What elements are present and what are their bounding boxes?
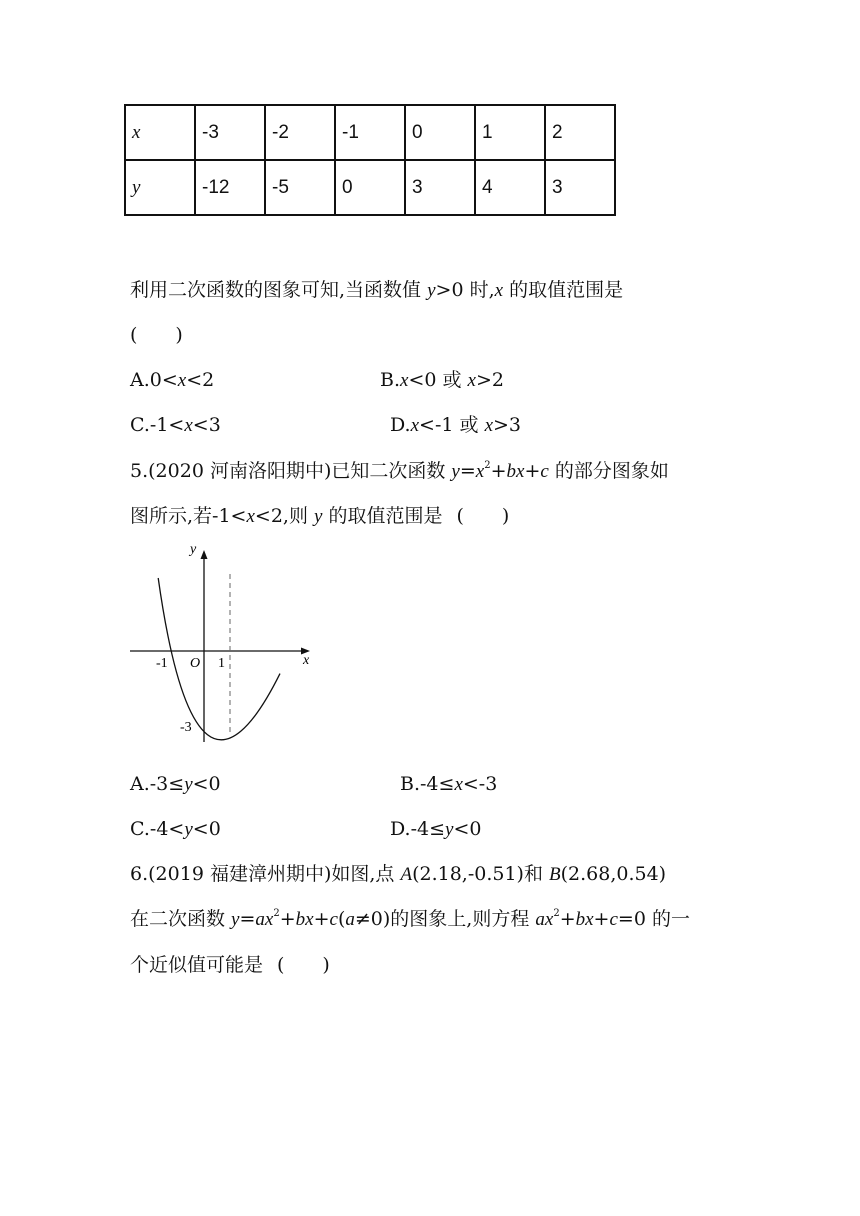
q5-option-c[interactable]: C.-4<y<0 — [130, 818, 221, 840]
question-source: (2020 河南洛阳期中) — [148, 460, 332, 482]
table-cell: 1 — [475, 105, 545, 160]
q4-option-b[interactable]: B.x<0 或 x>2 — [380, 369, 504, 391]
q5-stem-line2: 图所示,若-1<x<2,则 y 的取值范围是 ( ) — [130, 505, 510, 527]
question-number: 6. — [130, 863, 149, 885]
question-number: 5. — [130, 460, 149, 482]
parabola-graph — [120, 536, 330, 746]
tick-label-1: 1 — [218, 656, 225, 671]
q4-option-a[interactable]: A.0<x<2 — [130, 369, 215, 391]
table-row-y — [125, 160, 615, 215]
q6-stem-line2: 在二次函数 $y=ax^2+bx+c(a\ne 0)$的图象上,则方程 $ax^2+bx+c=0$ 的一 — [130, 908, 690, 930]
q4-answer-paren: ( ) — [130, 324, 183, 346]
tick-label-neg1: -1 — [156, 656, 168, 671]
y-axis-label: y — [190, 542, 197, 557]
q6-stem-line1: 6.(2019 福建漳州期中)如图,点 A(2.18,-0.51)和 B(2.68,0.54) — [130, 863, 667, 885]
table-cell: y — [125, 160, 195, 215]
table-cell: x — [125, 105, 195, 160]
q6-stem-line3: 个近似值可能是 ( ) — [130, 954, 330, 976]
value-table — [124, 104, 616, 216]
q5-option-a[interactable]: A.-3≤y<0 — [130, 773, 221, 795]
q4-option-d[interactable]: D.x<-1 或 x>3 — [390, 414, 522, 436]
table-cell: -12 — [195, 160, 265, 215]
table-cell: 0 — [335, 160, 405, 215]
q5-answer-paren: ( ) — [456, 505, 510, 527]
q5-option-d[interactable]: D.-4≤y<0 — [390, 818, 482, 840]
table-cell: 3 — [545, 160, 615, 215]
q5-stem-line1: 5.(2020 河南洛阳期中)已知二次函数 $y=x^2+bx+c$ 的部分图象如 — [130, 460, 669, 482]
q5-option-b[interactable]: B.-4≤x<-3 — [400, 773, 498, 795]
table-cell: -2 — [265, 105, 335, 160]
table-row-x — [125, 105, 615, 160]
q4-option-c[interactable]: C.-1<x<3 — [130, 414, 221, 436]
question-source: (2019 福建漳州期中) — [148, 863, 332, 885]
table-cell: -5 — [265, 160, 335, 215]
table-cell: 3 — [405, 160, 475, 215]
origin-label: O — [190, 656, 201, 671]
table-cell: -1 — [335, 105, 405, 160]
x-axis-label: x — [303, 653, 310, 668]
q4-stem: 利用二次函数的图象可知,当函数值 y>0 时,x 的取值范围是 — [130, 279, 624, 301]
y-axis-arrow — [201, 550, 208, 559]
tick-label-neg3: -3 — [180, 720, 192, 735]
table-cell: -3 — [195, 105, 265, 160]
table-cell: 0 — [405, 105, 475, 160]
table-cell: 2 — [545, 105, 615, 160]
q6-answer-paren: ( ) — [277, 954, 330, 976]
table-cell: 4 — [475, 160, 545, 215]
